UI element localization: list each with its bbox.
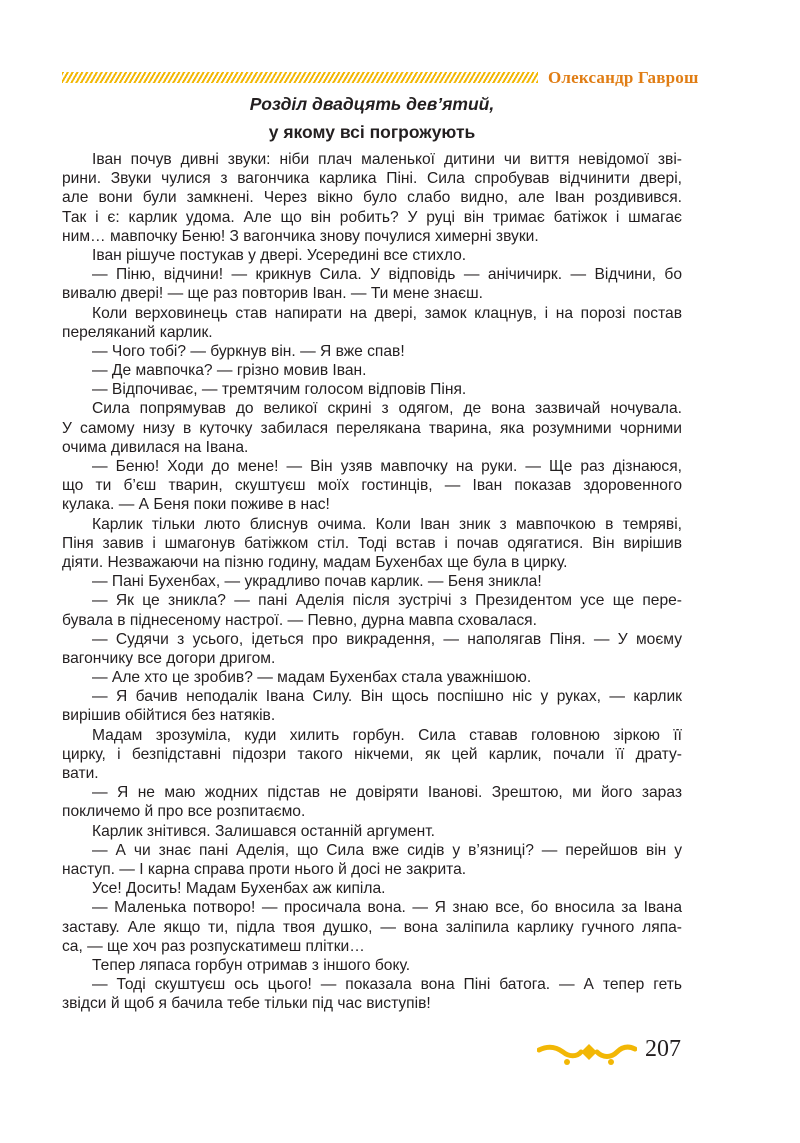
text-line: — Беню! Ходи до мене! — Він узяв мавпочку на руки. — Ще раз дізнаюся, [92,458,682,475]
text-line: — Пані Бухенбах, — украдливо почав карлик. — Беня зникла! [92,573,542,591]
text-line: переляканий карлик. [62,323,213,341]
text-line: Так і є: карлик удома. Але що він робить? У руці він тримає батіжок і шмагає [62,208,682,226]
text-line: Коли верховинець став напирати на двері, замок клацнув, і на порозі постав [92,304,682,322]
text-line: Піня завив і шмагонув батіжком стіл. Тоді встав і почав одягатися. Він вирішив [62,534,682,552]
chapter-title-line-1: Розділ двадцять дев’ятий, [249,94,495,114]
text-line: Іван рішуче постукав у двері. Усередині все стихло. [92,246,467,264]
text-line: наступ. — І карна справа проти нього й досі не закрита. [62,860,467,878]
text-line: цирку, і безпідставні підозри такого нікчеми, як цей карлик, почали її драту- [62,745,682,763]
text-line: — Як це зникла? — пані Аделія після зустрічі з Президентом усе ще пере- [92,592,682,610]
text-line: вати. [62,765,99,782]
text-line: — Відпочиває, — тремтячим голосом відповів Піня. [92,381,467,399]
text-line: — А чи знає пані Аделія, що Сила вже сидів у в’язниці? — перейшов він у [92,841,682,859]
chapter-title-line-2: у якому всі погрожують [268,122,476,142]
text-line: — Піню, відчини! — крикнув Сила. У відповідь — анічичирк. — Відчини, бо [92,266,682,284]
text-line: — Я не маю жодних підстав не довіряти Іванові. Зрештою, ми його зараз [92,784,682,802]
text-line: вирішив обійтися без натяків. [62,707,276,725]
text-line: вивалю двері! — ще раз повторив Іван. — Ти мене знаєш. [62,285,483,303]
text-line: очима дивилася на Івана. [62,438,249,456]
body-text [62,150,682,1013]
text-line: — Маленька потворо! — просичала вона. — Я знаю все, бо вносила за Івана [92,899,682,917]
footer-ornament-icon [537,1036,637,1070]
text-line: заставу. Але якщо ти, підла твоя душко, — вона заліпила карлику гучного ляпа- [62,918,682,936]
text-line: Карлик знітився. Залишався останній аргумент. [92,822,435,840]
text-line: покличемо й про все розпитаємо. [62,803,306,821]
text-line: Усе! Досить! Мадам Бухенбах аж кипіла. [92,880,386,898]
text-line: але вони були замкнені. Через вікно було слабо видно, але Іван роздивився. [62,189,682,207]
text-line: — Але хто це зробив? — мадам Бухенбах стала уважнішою. [92,669,532,687]
text-line: бувала в піднесеному настрої. — Певно, дурна мавпа сховалася. [62,611,537,629]
text-line: Іван почув дивні звуки: ніби плач маленької дитини чи виття невідомої зві- [92,151,682,168]
text-line: — Судячи з усього, ідеться про викрадення, — наполягав Піня. — У моєму [92,630,682,648]
header-decorative-stripe [62,72,538,83]
text-line: кулака. — А Беня поки поживе в нас! [62,496,330,514]
text-line: са, — ще хоч раз розпускатимеш плітки… [62,937,365,955]
text-line: — Тоді скуштуєш ось цього! — показала вона Піні батога. — А тепер геть [92,976,682,994]
text-line: — Чого тобі? — буркнув він. — Я вже спав! [92,342,405,360]
text-line: — Я бачив неподалік Івана Силу. Він щось поспішно ніс у руках, — карлик [92,688,682,706]
text-line: У самому низу в куточку забилася перелякана тварина, яка розумними чорними [62,419,682,437]
text-line: вагончику все догори дригом. [62,649,276,667]
text-line: звідси й щоб я бачила тебе тільки під час виступів! [62,995,431,1013]
text-line: Мадам зрозуміла, куди хилить горбун. Сила ставав головною зіркою її [92,726,682,744]
page-number: 207 [645,1036,681,1062]
text-line: Сила попрямував до великої скрині з одягом, де вона зазвичай ночувала. [92,400,682,418]
text-line: — Де мавпочка? — грізно мовив Іван. [92,362,367,380]
text-line: Карлик тільки люто блиснув очима. Коли Іван зник з мавпочкою в темряві, [92,515,682,533]
text-line: Тепер ляпаса горбун отримав з іншого боку. [92,956,411,974]
text-line: ним… мавпочку Беню! З вагончика знову почулися химерні звуки. [62,227,539,245]
text-line: що ти б’єш тварин, скуштуєш моїх гостинців, — Іван показав здоровенного [62,477,682,495]
text-line: діяти. Незважаючи на пізню годину, мадам Бухенбах ще була в цирку. [62,553,568,571]
header-author: Олександр Гаврош [548,68,699,87]
text-line: рини. Звуки чулися з вагончика карлика Піні. Сила спробував відчинити двері, [62,170,682,188]
